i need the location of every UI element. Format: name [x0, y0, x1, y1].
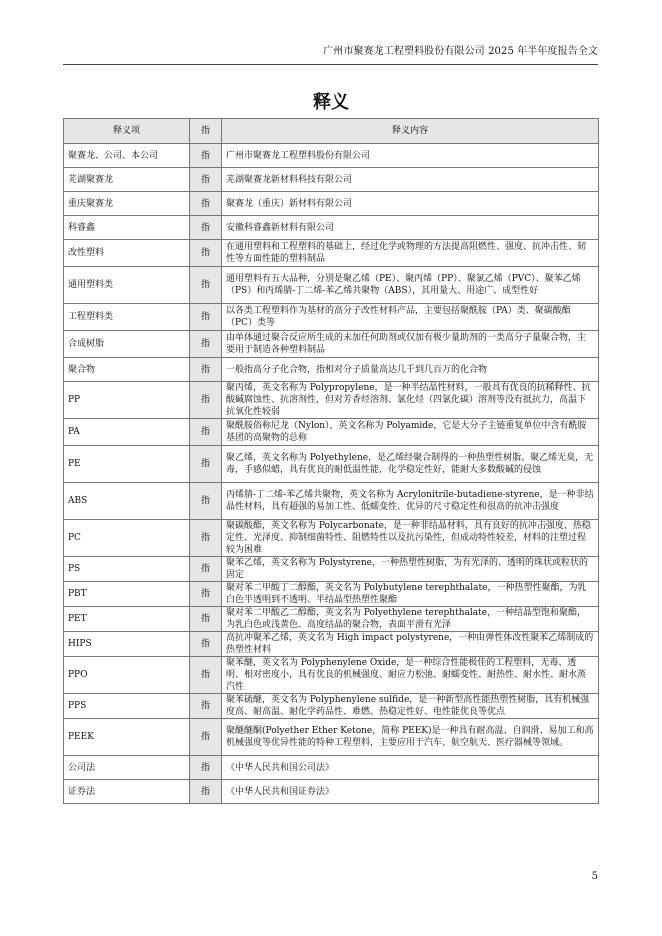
ref-cell: 指 [190, 607, 222, 632]
term-cell: HIPS [64, 632, 190, 657]
table-row [64, 358, 599, 382]
content-cell: 聚对苯二甲酸乙二醇酯，英文名为 Polyethylene terephthalate，一种结晶型饱和聚酯，为乳白色或浅黄色、高度结晶的聚合物，表面平滑有光泽 [222, 607, 599, 632]
ref-cell: 指 [190, 780, 222, 804]
ref-cell: 指 [190, 192, 222, 216]
ref-cell: 指 [190, 331, 222, 358]
term-cell: 合成树脂 [64, 331, 190, 358]
table-row [64, 607, 599, 632]
term-cell: PET [64, 607, 190, 632]
term-cell: 改性塑料 [64, 240, 190, 267]
content-cell: 聚酰胺俗称尼龙（Nylon），英文名称为 Polyamide，它是大分子主链重复单位中含有酰胺基团的高聚物的总称 [222, 419, 599, 446]
table-row [64, 267, 599, 304]
running-header: 广州市聚赛龙工程塑料股份有限公司 2025 年半年度报告全文 [323, 46, 598, 57]
table-row [64, 632, 599, 657]
ref-cell: 指 [190, 657, 222, 694]
term-cell: 证券法 [64, 780, 190, 804]
table-row [64, 144, 599, 168]
term-cell: 聚赛龙、公司、本公司 [64, 144, 190, 168]
content-cell: 聚碳酸酯，英文名称为 Polycarbonate，是一种非结晶材料，具有良好的抗冲击强度、热稳定性、光泽度、抑制细菌特性、阻燃特性以及抗污染性，但成动特性较差，材料的注塑过程较为困难 [222, 520, 599, 557]
term-cell: PC [64, 520, 190, 557]
column-header-content: 释义内容 [222, 119, 599, 144]
term-cell: PEEK [64, 719, 190, 756]
term-cell: 公司法 [64, 756, 190, 780]
content-cell: 芜湖聚赛龙新材料科技有限公司 [222, 168, 599, 192]
content-cell: 一般指高分子化合物，指相对分子质量高达几千到几百万的化合物 [222, 358, 599, 382]
ref-cell: 指 [190, 719, 222, 756]
table-row [64, 483, 599, 520]
content-cell: 以各类工程塑料作为基材的高分子改性材料产品，主要包括聚酰胺（PA）类、聚碳酸酯（PC）类等 [222, 304, 599, 331]
table-row [64, 331, 599, 358]
ref-cell: 指 [190, 483, 222, 520]
content-cell: 《中华人民共和国证券法》 [222, 780, 599, 804]
content-cell: 广州市聚赛龙工程塑料股份有限公司 [222, 144, 599, 168]
ref-cell: 指 [190, 304, 222, 331]
ref-cell: 指 [190, 419, 222, 446]
ref-cell: 指 [190, 694, 222, 719]
column-header-ref: 指 [190, 119, 222, 144]
ref-cell: 指 [190, 267, 222, 304]
table-row [64, 216, 599, 240]
table-row [64, 520, 599, 557]
column-header-term: 释义项 [64, 119, 190, 144]
term-cell: 工程塑料类 [64, 304, 190, 331]
term-cell: PE [64, 446, 190, 483]
table-row [64, 780, 599, 804]
table-body [64, 144, 599, 804]
table-row [64, 419, 599, 446]
table-row [64, 657, 599, 694]
term-cell: 科睿鑫 [64, 216, 190, 240]
content-cell: 《中华人民共和国公司法》 [222, 756, 599, 780]
term-cell: PPO [64, 657, 190, 694]
table-row [64, 719, 599, 756]
content-cell: 丙烯腈-丁二烯-苯乙烯共聚物，英文名称为 Acrylonitrile-butadiene-styrene，是一种非结晶性材料，具有超强的易加工性、低蠕变性、优异的尺寸稳定性和很高的抗冲击强度 [222, 483, 599, 520]
term-cell: PA [64, 419, 190, 446]
content-cell: 聚苯乙烯，英文名称为 Polystyrene，一种热塑性树脂，为有光泽的、透明的珠状或粒状的固定 [222, 557, 599, 582]
content-cell: 聚苯醚，英文名为 Polyphenylene Oxide，是一种综合性能极佳的工程塑料，无毒、透明、相对密度小，具有优良的机械强度、耐应力松弛、耐蠕变性、耐热性、耐水性、耐水蒸汽性 [222, 657, 599, 694]
content-cell: 聚赛龙（重庆）新材料有限公司 [222, 192, 599, 216]
ref-cell: 指 [190, 144, 222, 168]
ref-cell: 指 [190, 582, 222, 607]
content-cell: 高抗冲聚苯乙烯，英文名为 High impact polystyrene，一种由弹性体改性聚苯乙烯制成的热塑性材料 [222, 632, 599, 657]
page-number: 5 [591, 871, 598, 882]
ref-cell: 指 [190, 446, 222, 483]
table-row [64, 557, 599, 582]
page-title: 释义 [313, 92, 349, 113]
ref-cell: 指 [190, 520, 222, 557]
term-cell: PP [64, 382, 190, 419]
table-row [64, 382, 599, 419]
definitions-table [63, 118, 599, 804]
content-cell: 聚丙烯，英文名称为 Polypropylene，是一种半结晶性材料，一般具有优良的抗稀释性、抗酸碱腐蚀性、抗溶剂性，但对芳香烃溶剂、氯化烃（四氯化碳）溶剂等没有抵抗力，高温下抗氧化性较弱 [222, 382, 599, 419]
table-row [64, 582, 599, 607]
ref-cell: 指 [190, 216, 222, 240]
content-cell: 通用塑料有五大品种，分别是聚乙烯（PE）、聚丙烯（PP）、聚氯乙烯（PVC）、聚苯乙烯（PS）和丙烯腈-丁二烯-苯乙烯共聚物（ABS），其用量大、用途广、成型性好 [222, 267, 599, 304]
ref-cell: 指 [190, 557, 222, 582]
header-rule [63, 64, 598, 65]
content-cell: 聚醚醚酮(Polyether Ether Ketone，简称 PEEK)是一种具有耐高温、自润滑、易加工和高机械强度等优异性能的特种工程塑料，主要应用于汽车、航空航天、医疗器械等领域。 [222, 719, 599, 756]
content-cell: 由单体通过聚合反应所生成的未加任何助剂或仅加有极少量助剂的一类高分子量聚合物，主要用于制造各种塑料制品 [222, 331, 599, 358]
table-row [64, 304, 599, 331]
content-cell: 在通用塑料和工程塑料的基础上，经过化学或物理的方法提高阻燃性、强度、抗冲击性、韧性等方面性能的塑料制品 [222, 240, 599, 267]
table-row [64, 192, 599, 216]
term-cell: PPS [64, 694, 190, 719]
table-row [64, 756, 599, 780]
content-cell: 安徽科睿鑫新材料有限公司 [222, 216, 599, 240]
term-cell: 通用塑料类 [64, 267, 190, 304]
term-cell: 重庆聚赛龙 [64, 192, 190, 216]
ref-cell: 指 [190, 632, 222, 657]
term-cell: PS [64, 557, 190, 582]
ref-cell: 指 [190, 240, 222, 267]
term-cell: 聚合物 [64, 358, 190, 382]
table-row [64, 694, 599, 719]
term-cell: 芜湖聚赛龙 [64, 168, 190, 192]
table-row [64, 168, 599, 192]
ref-cell: 指 [190, 168, 222, 192]
table-row [64, 240, 599, 267]
content-cell: 聚苯硫醚，英文名为 Polyphenylene sulfide，是一种新型高性能热塑性树脂，具有机械强度高、耐高温、耐化学药品性、难燃、热稳定性好、电性能优良等优点 [222, 694, 599, 719]
ref-cell: 指 [190, 382, 222, 419]
ref-cell: 指 [190, 756, 222, 780]
content-cell: 聚乙烯，英文名称为 Polyethylene，是乙烯经聚合制得的一种热塑性树脂。聚乙烯无臭，无毒，手感似蜡，具有优良的耐低温性能，化学稳定性好，能耐大多数酸碱的侵蚀 [222, 446, 599, 483]
content-cell: 聚对苯二甲酸丁二醇酯，英文名为 Polybutylene terephthalate，一种热塑性聚酯，为乳白色半透明到不透明、半结晶型热塑性聚酯 [222, 582, 599, 607]
term-cell: PBT [64, 582, 190, 607]
table-row [64, 446, 599, 483]
table-header-row [64, 119, 599, 144]
term-cell: ABS [64, 483, 190, 520]
ref-cell: 指 [190, 358, 222, 382]
